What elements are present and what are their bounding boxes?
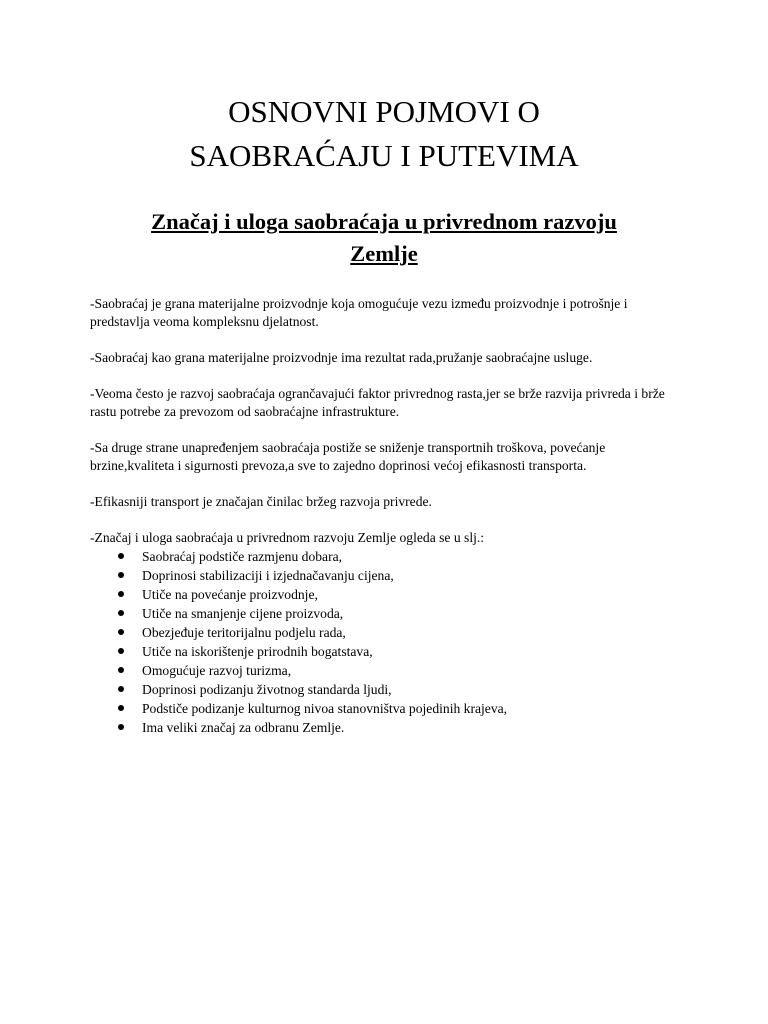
list-item-text: Doprinosi podizanju životnog standarda ljudi, — [142, 682, 392, 697]
bullet-icon — [118, 705, 124, 711]
list-item — [114, 699, 690, 718]
list-item — [114, 566, 690, 585]
list-item — [114, 680, 690, 699]
list-item-text: Saobraćaj podstiče razmjenu dobara, — [142, 549, 343, 564]
list-item — [114, 661, 690, 680]
list-item-text: Omogućuje razvoj turizma, — [142, 663, 292, 678]
list-item-text: Podstiče podizanje kulturnog nivoa stanovništva pojedinih krajeva, — [142, 701, 508, 716]
bullet-icon — [118, 610, 124, 616]
subtitle-line-2: Zemlje — [350, 241, 418, 266]
paragraph-5: -Efikasniji transport je značajan činilac bržeg razvoja privrede. — [90, 494, 432, 509]
bullet-icon — [118, 553, 124, 559]
paragraph-6: -Značaj i uloga saobraćaja u privrednom razvoju Zemlje ogleda se u slj.: — [90, 530, 485, 545]
list-item-text: Obezjeđuje teritorijalnu podjelu rada, — [142, 625, 346, 640]
paragraph-1: -Saobraćaj je grana materijalne proizvodnje koja omogućuje vezu između proizvodnje i potrošnje i predstavlja veoma kompleksnu djelatnost. — [90, 296, 628, 329]
title-line-1: OSNOVNI POJMOVI O — [228, 94, 540, 129]
page-title — [0, 90, 768, 178]
bullet-icon — [118, 591, 124, 597]
list-item — [114, 604, 690, 623]
list-item-text: Ima veliki značaj za odbranu Zemlje. — [142, 720, 345, 735]
list-item-text: Utiče na povećanje proizvodnje, — [142, 587, 318, 602]
list-item — [114, 585, 690, 604]
list-item-text: Doprinosi stabilizaciji i izjednačavanju cijena, — [142, 568, 394, 583]
list-item-text: Utiče na iskorištenje prirodnih bogatstava, — [142, 644, 373, 659]
subtitle-line-1: Značaj i uloga saobraćaja u privrednom razvoju — [151, 209, 617, 234]
list-item-text: Utiče na smanjenje cijene proizvoda, — [142, 606, 344, 621]
bullet-icon — [118, 724, 124, 730]
bullet-icon — [118, 648, 124, 654]
bullet-icon — [118, 667, 124, 673]
list-item — [114, 623, 690, 642]
paragraph-3: -Veoma često je razvoj saobraćaja ogrančavajući faktor privrednog rasta,jer se brže razvija privreda i brže rastu potrebe za prevozom od saobraćajne infrastrukture. — [90, 386, 665, 419]
bullet-list — [90, 547, 690, 737]
section-heading — [0, 206, 768, 270]
paragraph-2: -Saobraćaj kao grana materijalne proizvodnje ima rezultat rada,pružanje saobraćajne usluge. — [90, 350, 593, 365]
title-line-2: SAOBRAĆAJU I PUTEVIMA — [189, 138, 579, 173]
bullet-icon — [118, 686, 124, 692]
bullet-icon — [118, 629, 124, 635]
body-text — [90, 295, 690, 737]
paragraph-4: -Sa druge strane unapređenjem saobraćaja postiže se sniženje transportnih troškova, povećanje brzine,kvaliteta i sigurnosti prevoza,a sve to zajedno doprinosi većoj efikasnosti transporta. — [90, 440, 606, 473]
list-item — [114, 642, 690, 661]
list-item — [114, 547, 690, 566]
list-item — [114, 718, 690, 737]
bullet-icon — [118, 572, 124, 578]
